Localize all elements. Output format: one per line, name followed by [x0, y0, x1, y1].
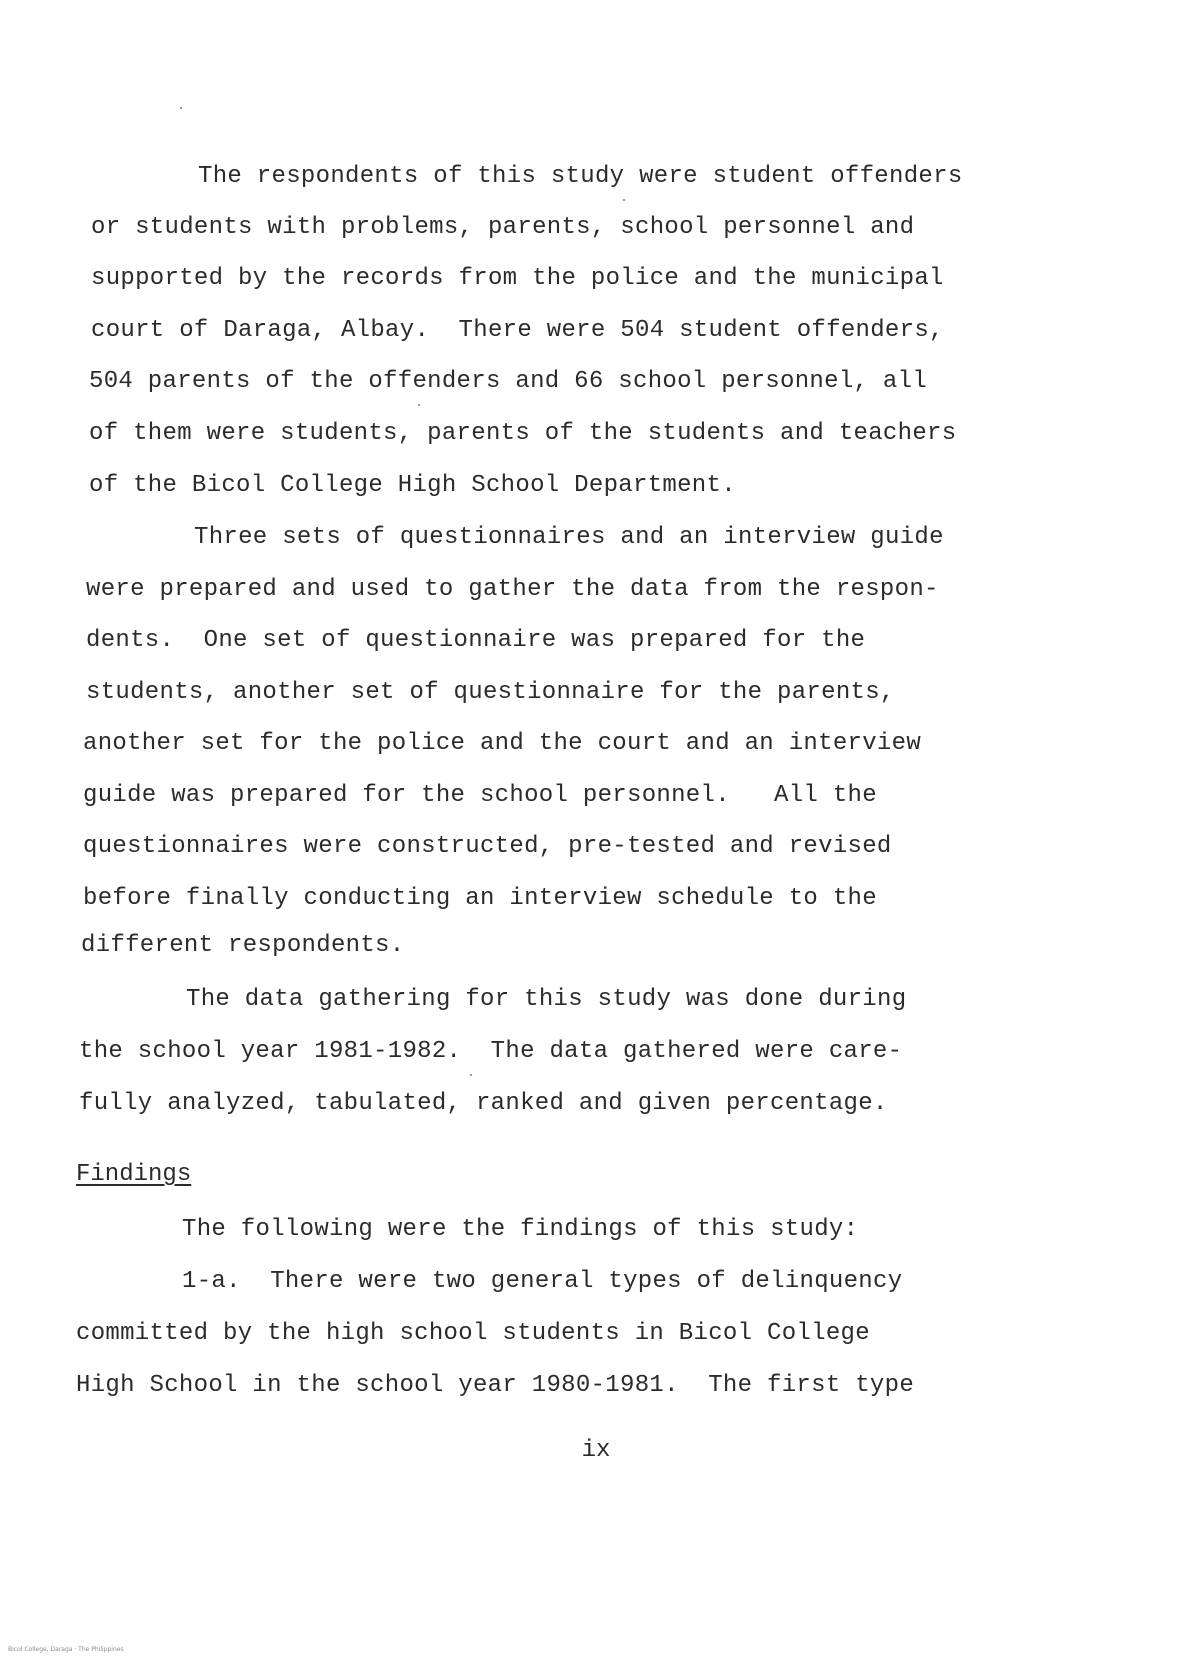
- paragraph-2-line-5: another set for the police and the court and an interview: [83, 730, 922, 757]
- paragraph-2-line-4: students, another set of questionnaire for the parents,: [86, 679, 895, 706]
- paragraph-1-line-5: 504 parents of the offenders and 66 school personnel, all: [89, 368, 928, 395]
- paragraph-3-line-1: The data gathering for this study was done during: [186, 986, 907, 1013]
- findings-heading: Findings: [76, 1161, 192, 1188]
- paragraph-1-line-4: court of Daraga, Albay. There were 504 student offenders,: [91, 317, 944, 344]
- scan-speck: [623, 199, 625, 201]
- paragraph-2-line-6: guide was prepared for the school personnel. All the: [83, 782, 877, 809]
- paragraph-2-line-3: dents. One set of questionnaire was prepared for the: [86, 627, 866, 654]
- scan-speck: [470, 1074, 472, 1076]
- paragraph-5-line-1: 1-a. There were two general types of delinquency: [182, 1268, 903, 1295]
- paragraph-2-line-9: different respondents.: [81, 932, 405, 959]
- paragraph-1-line-1: The respondents of this study were student offenders: [198, 163, 963, 190]
- page-number: ix: [581, 1437, 611, 1464]
- paragraph-3-line-2: the school year 1981-1982. The data gathered were care-: [79, 1038, 903, 1065]
- paragraph-5-line-3: High School in the school year 1980-1981. The first type: [76, 1372, 915, 1399]
- paragraph-1-line-3: supported by the records from the police and the municipal: [91, 265, 944, 292]
- scan-footer-note: Bicol College, Daraga · The Philippines: [8, 1646, 124, 1653]
- paragraph-2-line-8: before finally conducting an interview schedule to the: [83, 885, 877, 912]
- scan-speck: [418, 404, 420, 406]
- scan-speck: [180, 107, 182, 109]
- paragraph-5-line-2: committed by the high school students in Bicol College: [76, 1320, 870, 1347]
- paragraph-1-line-2: or students with problems, parents, school personnel and: [91, 214, 915, 241]
- paragraph-1-line-6: of them were students, parents of the students and teachers: [89, 420, 957, 447]
- paragraph-2-line-1: Three sets of questionnaires and an interview guide: [194, 524, 944, 551]
- paragraph-4-line-1: The following were the findings of this study:: [182, 1216, 859, 1243]
- paragraph-1-line-7: of the Bicol College High School Department.: [89, 472, 736, 499]
- paragraph-3-line-3: fully analyzed, tabulated, ranked and given percentage.: [79, 1090, 888, 1117]
- paragraph-2-line-2: were prepared and used to gather the data from the respon-: [86, 576, 939, 603]
- paragraph-2-line-7: questionnaires were constructed, pre-tested and revised: [83, 833, 892, 860]
